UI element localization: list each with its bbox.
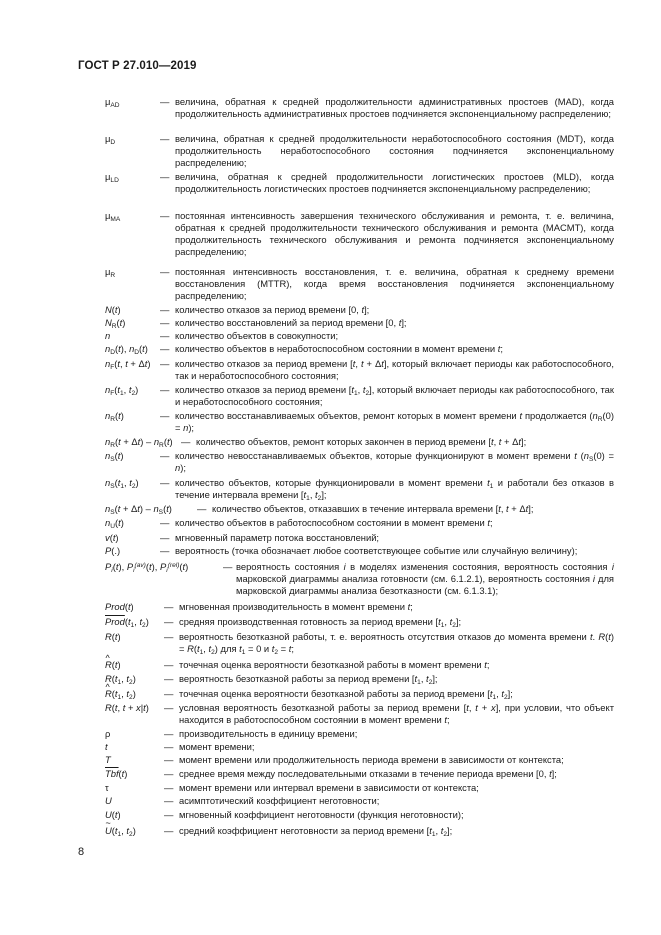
definition: — величина, обратная к средней продолжительности неработоспособного состояния (MDT), когда продолжительность неработоспособного состояния подчиняется экспоненциальному распределению; xyxy=(160,133,614,169)
symbol: ~ $U(t_1$, $t_2$) xyxy=(105,825,136,837)
definition: — мгновенный параметр потока восстановлений; xyxy=(160,532,380,543)
symbol: v(t) xyxy=(105,532,119,543)
symbol: ρ xyxy=(105,728,111,739)
definition: — производительность в единицу времени; xyxy=(164,728,358,739)
definition: — точечная оценка вероятности безотказной работы за период времени [$t_1$, $t_2$]; xyxy=(164,688,513,701)
definition: — количество объектов в неработоспособном состоянии в момент времени t; xyxy=(160,343,503,354)
definition: — количество отказов за период времени [$t_1$, $t_2$], который включает периоды как работоспособного, так и неработоспособного состояния; xyxy=(160,384,614,408)
symbol: N(t) xyxy=(105,304,121,315)
definition: — величина, обратная к средней продолжительности административных простоев (MAD), когда продолжительность административных простоев подчиняется экспоненциальному распределению; xyxy=(160,96,614,120)
definition: — количество отказов за период времени [0, t]; xyxy=(160,304,370,315)
symbol: $n_S(t)$ xyxy=(105,450,124,463)
symbol: $n_U(t)$ xyxy=(105,517,124,530)
symbol: $n_F(t$, t + Δt) xyxy=(105,358,151,371)
symbol: R(t) xyxy=(105,631,121,642)
definition: — количество объектов в совокупности; xyxy=(160,330,339,341)
definition: — количество объектов, отказавших в течение интервала времени [t, t + Δt]; xyxy=(197,503,534,514)
definition: — момент времени или интервал времени в зависимости от контекста; xyxy=(164,782,479,793)
definition: — среднее время между последовательными отказами в течение периода времени [0, t]; xyxy=(164,768,557,779)
symbol: $\overline{Tbf}(t)$ xyxy=(105,768,128,779)
symbol: n xyxy=(105,330,111,341)
definition: — количество отказов за период времени [t, t + Δt], который включает периоды как работоспособного, так и неработоспособного состояния; xyxy=(160,358,614,382)
symbol: P(.) xyxy=(105,545,121,556)
definition: — количество объектов в работоспособном состоянии в момент времени t; xyxy=(160,517,493,528)
symbol: U xyxy=(105,795,112,806)
definition: — количество восстанавливаемых объектов, ремонт которых в момент времени t продолжается $(n_R(0) = n)$; xyxy=(160,410,614,434)
definition: — количество восстановлений за период времени [0, t]; xyxy=(160,317,407,328)
symbol: $\mu_{LD}$ xyxy=(105,171,119,184)
symbol: $n_D(t)$, $n_D(t)$ xyxy=(105,343,148,356)
symbol: $n_F(t_1$, $t_2$) xyxy=(105,384,139,397)
definition: — асимптотический коэффициент неготовности; xyxy=(164,795,380,806)
definition: — средний коэффициент неготовности за период времени [$t_1$, $t_2$]; xyxy=(164,825,453,838)
definition: — величина, обратная к средней продолжительности логистических простоев (MLD), когда продолжительность логистических простоев подчиняется экспоненциальному распределению; xyxy=(160,171,614,195)
symbol: $n_R(t)$ xyxy=(105,410,124,423)
symbol: R(t, t + x|t) xyxy=(105,702,149,713)
symbol: $\mu_R$ xyxy=(105,266,116,279)
definition: — вероятность безотказной работы за период времени [$t_1$, $t_2$]; xyxy=(164,673,438,686)
definition: — вероятность (точка обозначает любое соответствующее событие или случайную величину); xyxy=(160,545,578,556)
symbol: $\mu_{AD}$ xyxy=(105,96,120,109)
definition: — момент времени или продолжительность периода времени в зависимости от контекста; xyxy=(164,754,564,765)
definition: — постоянная интенсивность восстановления, т. е. величина, обратная к среднему времени восстановления (MTTR), когда время восстановления подчиняется экспоненциальному распределению; xyxy=(160,266,614,302)
symbol: $\mu_D$ xyxy=(105,133,116,146)
symbol: t xyxy=(105,741,108,752)
definition: — условная вероятность безотказной работы за период времени [t, t + x], при условии, что объект находится в работоспособном состоянии в момент времени t; xyxy=(164,702,615,726)
definition: — точечная оценка вероятности безотказной работы в момент времени t; xyxy=(164,659,490,670)
definition: — средняя производственная готовность за период времени [$t_1$, $t_2$]; xyxy=(164,616,462,629)
definition: — количество невосстанавливаемых объектов, которые функционируют в момент времени t $(n_S(0) = n)$; xyxy=(160,450,614,474)
symbol: $n_S(t + \Delta t) - n_S(t)$ xyxy=(105,503,172,516)
page-number: 8 xyxy=(78,846,85,858)
definition: — мгновенный коэффициент неготовности (функция неготовности); xyxy=(164,809,464,820)
document-header: ГОСТ Р 27.010—2019 xyxy=(78,60,197,72)
symbol: $Prod(t_1$, $t_2$) xyxy=(105,616,149,629)
symbol: $N_R(t)$ xyxy=(105,317,126,330)
symbol: ^ R(t) xyxy=(105,659,121,671)
symbol: Prod(t) xyxy=(105,601,134,612)
definition: — количество объектов, которые функционировали в момент времени $t_1$ и работали без отказов в течение интервала времени [$t_1$, $t_2$]; xyxy=(160,477,614,503)
symbol: τ xyxy=(105,782,109,793)
definition: — вероятность безотказной работы, т. е. вероятность отсутствия отказов до момента времени t. $R(t) = R(t_1$, $t_2$) для $t_1 = 0$ и $t_2 = t$; xyxy=(164,631,614,657)
symbol: $n_S(t_1$, $t_2$) xyxy=(105,477,139,490)
definition: — вероятность состояния i в моделях изменения состояния, вероятность состояния i марковской диаграммы анализа готовности (см. 6.1.2.1), вероятность состояния i для марковской диаграммы анализа безотказности (см. 6.1.3.1); xyxy=(223,561,615,597)
symbol: $n_R(t + \Delta t) - n_R(t)$ xyxy=(105,436,173,449)
symbol: U(t) xyxy=(105,809,121,820)
symbol: $R(t_1$, $t_2$) xyxy=(105,673,136,686)
symbol: $\mu_{MA}$ xyxy=(105,210,121,223)
symbol: T xyxy=(105,754,111,765)
definition: — постоянная интенсивность завершения технического обслуживания и ремонта, т. е. величина, обратная к средней продолжительности технического обслуживания и ремонта (MACMT), когда продолжительность технического обслуживания и ремонта подчиняется экспоненциальному распределению; xyxy=(160,210,614,258)
symbol: ^ $R(t_1$, $t_2$) xyxy=(105,688,136,700)
definition: — мгновенная производительность в момент времени t; xyxy=(164,601,413,612)
definition: — момент времени; xyxy=(164,741,255,752)
symbol: $P_i(t)$, $P_i^{(av)}(t)$, $P_i^{(rel)}(t)$ xyxy=(105,561,189,574)
definition: — количество объектов, ремонт которых закончен в период времени [t, t + Δt]; xyxy=(181,436,527,447)
